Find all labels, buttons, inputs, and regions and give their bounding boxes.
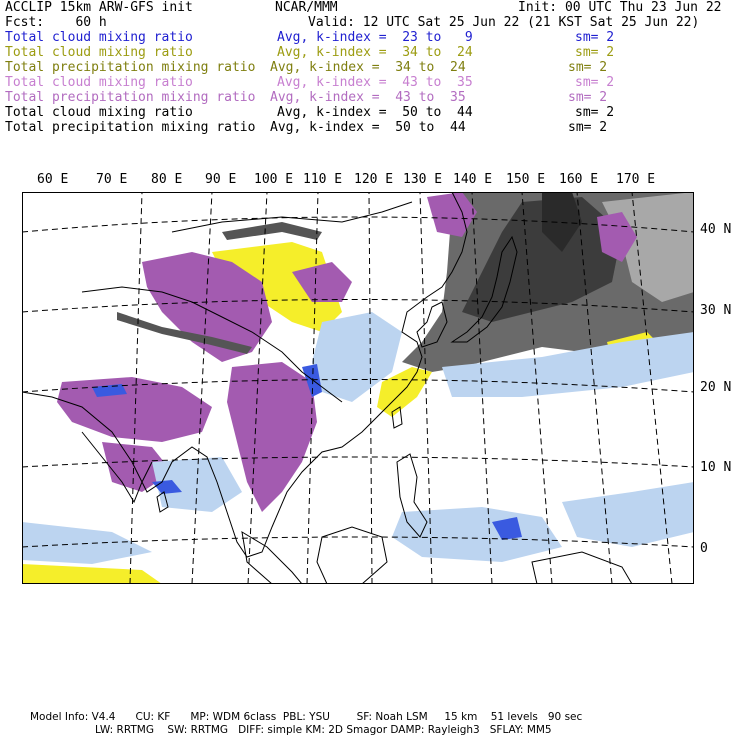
lon-label: 120 E	[354, 172, 394, 187]
legend-field: Total precipitation mixing ratio	[5, 60, 256, 75]
lon-label: 70 E	[96, 172, 128, 187]
lon-label: 80 E	[151, 172, 183, 187]
lon-label: 110 E	[303, 172, 343, 187]
init-time: Init: 00 UTC Thu 23 Jun 22	[518, 0, 722, 15]
lat-label: 20 N	[700, 380, 732, 395]
legend-field: Total cloud mixing ratio	[5, 45, 193, 60]
legend-field: Total cloud mixing ratio	[5, 75, 193, 90]
lon-label: 140 E	[453, 172, 493, 187]
lon-label: 60 E	[37, 172, 69, 187]
lon-label: 170 E	[616, 172, 656, 187]
lat-label: 40 N	[700, 222, 732, 237]
lat-label: 0	[700, 541, 708, 556]
lon-label: 150 E	[506, 172, 546, 187]
legend-avg: Avg, k-index = 34 to 24	[277, 45, 473, 60]
legend-sm: sm= 2	[575, 75, 615, 90]
legend-sm: sm= 2	[575, 105, 615, 120]
legend-sm: sm= 2	[568, 60, 608, 75]
legend-field: Total cloud mixing ratio	[5, 105, 193, 120]
valid-time: Valid: 12 UTC Sat 25 Jun 22 (21 KST Sat 25 Jun 22)	[308, 15, 700, 30]
lon-label: 130 E	[403, 172, 443, 187]
forecast-hour: Fcst: 60 h	[5, 15, 107, 30]
legend-field: Total precipitation mixing ratio	[5, 90, 256, 105]
legend-sm: sm= 2	[568, 120, 608, 135]
legend-avg: Avg, k-index = 34 to 24	[270, 60, 466, 75]
legend-sm: sm= 2	[575, 30, 615, 45]
legend-avg: Avg, k-index = 43 to 35	[270, 90, 466, 105]
legend-field: Total cloud mixing ratio	[5, 30, 193, 45]
model-info-line2: LW: RRTMG SW: RRTMG DIFF: simple KM: 2D Smagor DAMP: Rayleigh3 SFLAY: MM5	[95, 724, 552, 736]
legend-field: Total precipitation mixing ratio	[5, 120, 256, 135]
center-label: NCAR/MMM	[275, 0, 338, 15]
lat-label: 10 N	[700, 460, 732, 475]
legend-avg: Avg, k-index = 50 to 44	[277, 105, 473, 120]
model-info-line1: Model Info: V4.4 CU: KF MP: WDM 6class PBL: YSU SF: Noah LSM 15 km 51 levels 90 sec	[30, 711, 583, 723]
legend-avg: Avg, k-index = 23 to 9	[277, 30, 473, 45]
legend-avg: Avg, k-index = 50 to 44	[270, 120, 466, 135]
model-title: ACCLIP 15km ARW-GFS init	[5, 0, 193, 15]
lat-label: 30 N	[700, 303, 732, 318]
lon-label: 160 E	[559, 172, 599, 187]
forecast-map	[22, 192, 694, 584]
legend-sm: sm= 2	[568, 90, 608, 105]
legend-avg: Avg, k-index = 43 to 35	[277, 75, 473, 90]
lon-label: 90 E	[205, 172, 237, 187]
legend-sm: sm= 2	[575, 45, 615, 60]
lon-label: 100 E	[254, 172, 294, 187]
